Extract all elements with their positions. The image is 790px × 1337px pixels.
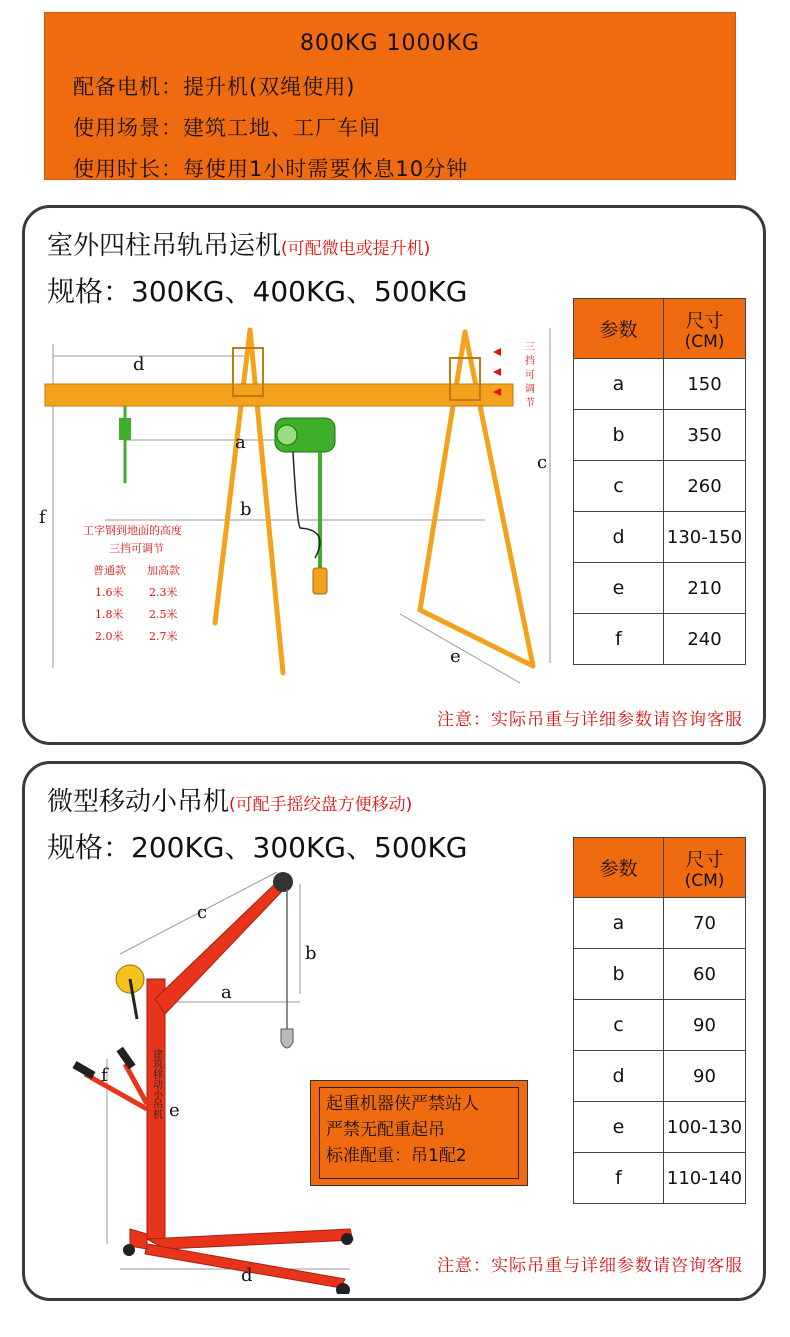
param-cell: d [574,1051,664,1102]
beam-height-text: 工字钢到地面的高度 [83,524,182,537]
side-text-1: 三 [525,342,535,353]
side-text-4: 调 [525,384,535,395]
table-row [574,614,746,665]
mast-text: 建筑移动小吊机 [150,1049,162,1119]
gantry-crane-diagram [25,318,565,698]
banner-motor-line: 配备电机：提升机(双绳使用) [73,75,356,99]
height-normal-1: 1.6米 [95,586,124,599]
table-row [574,410,746,461]
value-cell: 260 [664,461,746,512]
gantry-crane-panel [22,205,766,745]
mobile-crane-diagram [25,854,565,1294]
label-c: c [537,452,548,473]
table-row [574,1102,746,1153]
value-cell: 350 [664,410,746,461]
banner-duration-line: 使用时长：每使用1小时需要休息10分钟 [73,157,469,181]
label-a: a [221,982,232,1003]
control-cable [293,452,320,558]
label-b: b [305,943,317,964]
height-tall-1: 2.3米 [149,586,178,599]
boom-pulley [273,872,293,892]
table-row [574,949,746,1000]
param-cell: f [574,1153,664,1204]
right-front-leg [420,332,465,610]
left-hook-block [119,418,131,440]
table-row [574,1051,746,1102]
param-cell: a [574,359,664,410]
right-rear-leg [465,332,533,666]
side-text-5: 节 [525,398,535,409]
side-text-2: 挡 [525,356,535,367]
param-cell: e [574,1102,664,1153]
warning-note: 注意：实际吊重与详细参数请咨询客服 [437,1256,743,1276]
value-cell: 90 [664,1051,746,1102]
param-cell: e [574,563,664,614]
header-size [664,838,746,898]
top-banner [44,12,736,180]
table-row [574,1153,746,1204]
mobile-spec-table [573,837,746,1204]
value-cell: 110-140 [664,1153,746,1204]
safety-line-1: 起重机器侠严禁站人 [326,1094,479,1114]
param-cell: a [574,898,664,949]
label-f: f [39,507,46,528]
caster-wheel [341,1233,353,1245]
banner-title: 800KG 1000KG [300,31,480,56]
mobile-crane-panel [22,761,766,1301]
header-size-label: 尺寸 [685,848,724,871]
header-size-label: 尺寸 [685,309,724,332]
value-cell: 130-150 [664,512,746,563]
label-a: a [235,432,246,453]
warning-note: 注意：实际吊重与详细参数请咨询客服 [437,710,743,730]
value-cell: 150 [664,359,746,410]
label-d: d [133,354,145,375]
safety-line-2: 严禁无配重起吊 [326,1120,445,1140]
height-normal-2: 1.8米 [95,608,124,621]
header-param: 参数 [574,299,664,359]
table-row [574,359,746,410]
label-d: d [241,1265,253,1286]
height-normal-3: 2.0米 [95,630,124,643]
value-cell: 90 [664,1000,746,1051]
label-c: c [197,902,208,923]
header-size [664,299,746,359]
gantry-spec-table [573,298,746,665]
table-row [574,1000,746,1051]
value-cell: 240 [664,614,746,665]
param-cell: c [574,1000,664,1051]
banner-scene-line: 使用场景：建筑工地、工厂车间 [73,116,381,140]
front-leg [147,1229,353,1249]
spec-line: 规格：200KG、300KG、500KG [47,831,468,864]
panel-title [47,781,412,818]
table-row [574,461,746,512]
label-e: e [169,1100,180,1121]
panel-title-note: (可配微电或提升机) [281,239,431,259]
table-row [574,563,746,614]
value-cell: 210 [664,563,746,614]
header-param: 参数 [574,838,664,898]
spec-line: 规格：300KG、400KG、500KG [47,275,468,308]
param-cell: f [574,614,664,665]
label-e: e [450,646,461,667]
header-unit: (CM) [684,870,725,891]
safety-warning-box [310,1080,528,1186]
i-beam [45,384,513,406]
panel-title-note: (可配手摇绞盘方便移动) [229,795,413,815]
beam-height-sub: 三挡可调节 [109,542,164,555]
safety-line-3: 标准配重：吊1配2 [326,1146,467,1166]
load-weight [313,568,327,594]
height-tall-3: 2.7米 [149,630,178,643]
param-cell: c [574,461,664,512]
value-cell: 70 [664,898,746,949]
side-text-3: 可 [525,370,535,381]
param-cell: b [574,410,664,461]
left-rear-leg [250,330,283,673]
table-row [574,898,746,949]
crane-hook [281,1029,293,1048]
value-cell: 100-130 [664,1102,746,1153]
param-cell: b [574,949,664,1000]
label-f: f [101,1065,108,1086]
height-header-tall: 加高款 [147,564,180,577]
caster-wheel [123,1244,135,1256]
label-b: b [240,499,252,520]
height-tall-2: 2.5米 [149,608,178,621]
header-unit: (CM) [684,331,725,352]
panel-title-text: 微型移动小吊机 [47,787,230,817]
height-header-normal: 普通款 [93,564,126,577]
value-cell: 60 [664,949,746,1000]
panel-title [47,225,430,262]
panel-title-text: 室外四柱吊轨吊运机 [47,231,282,261]
param-cell: d [574,512,664,563]
table-row [574,512,746,563]
